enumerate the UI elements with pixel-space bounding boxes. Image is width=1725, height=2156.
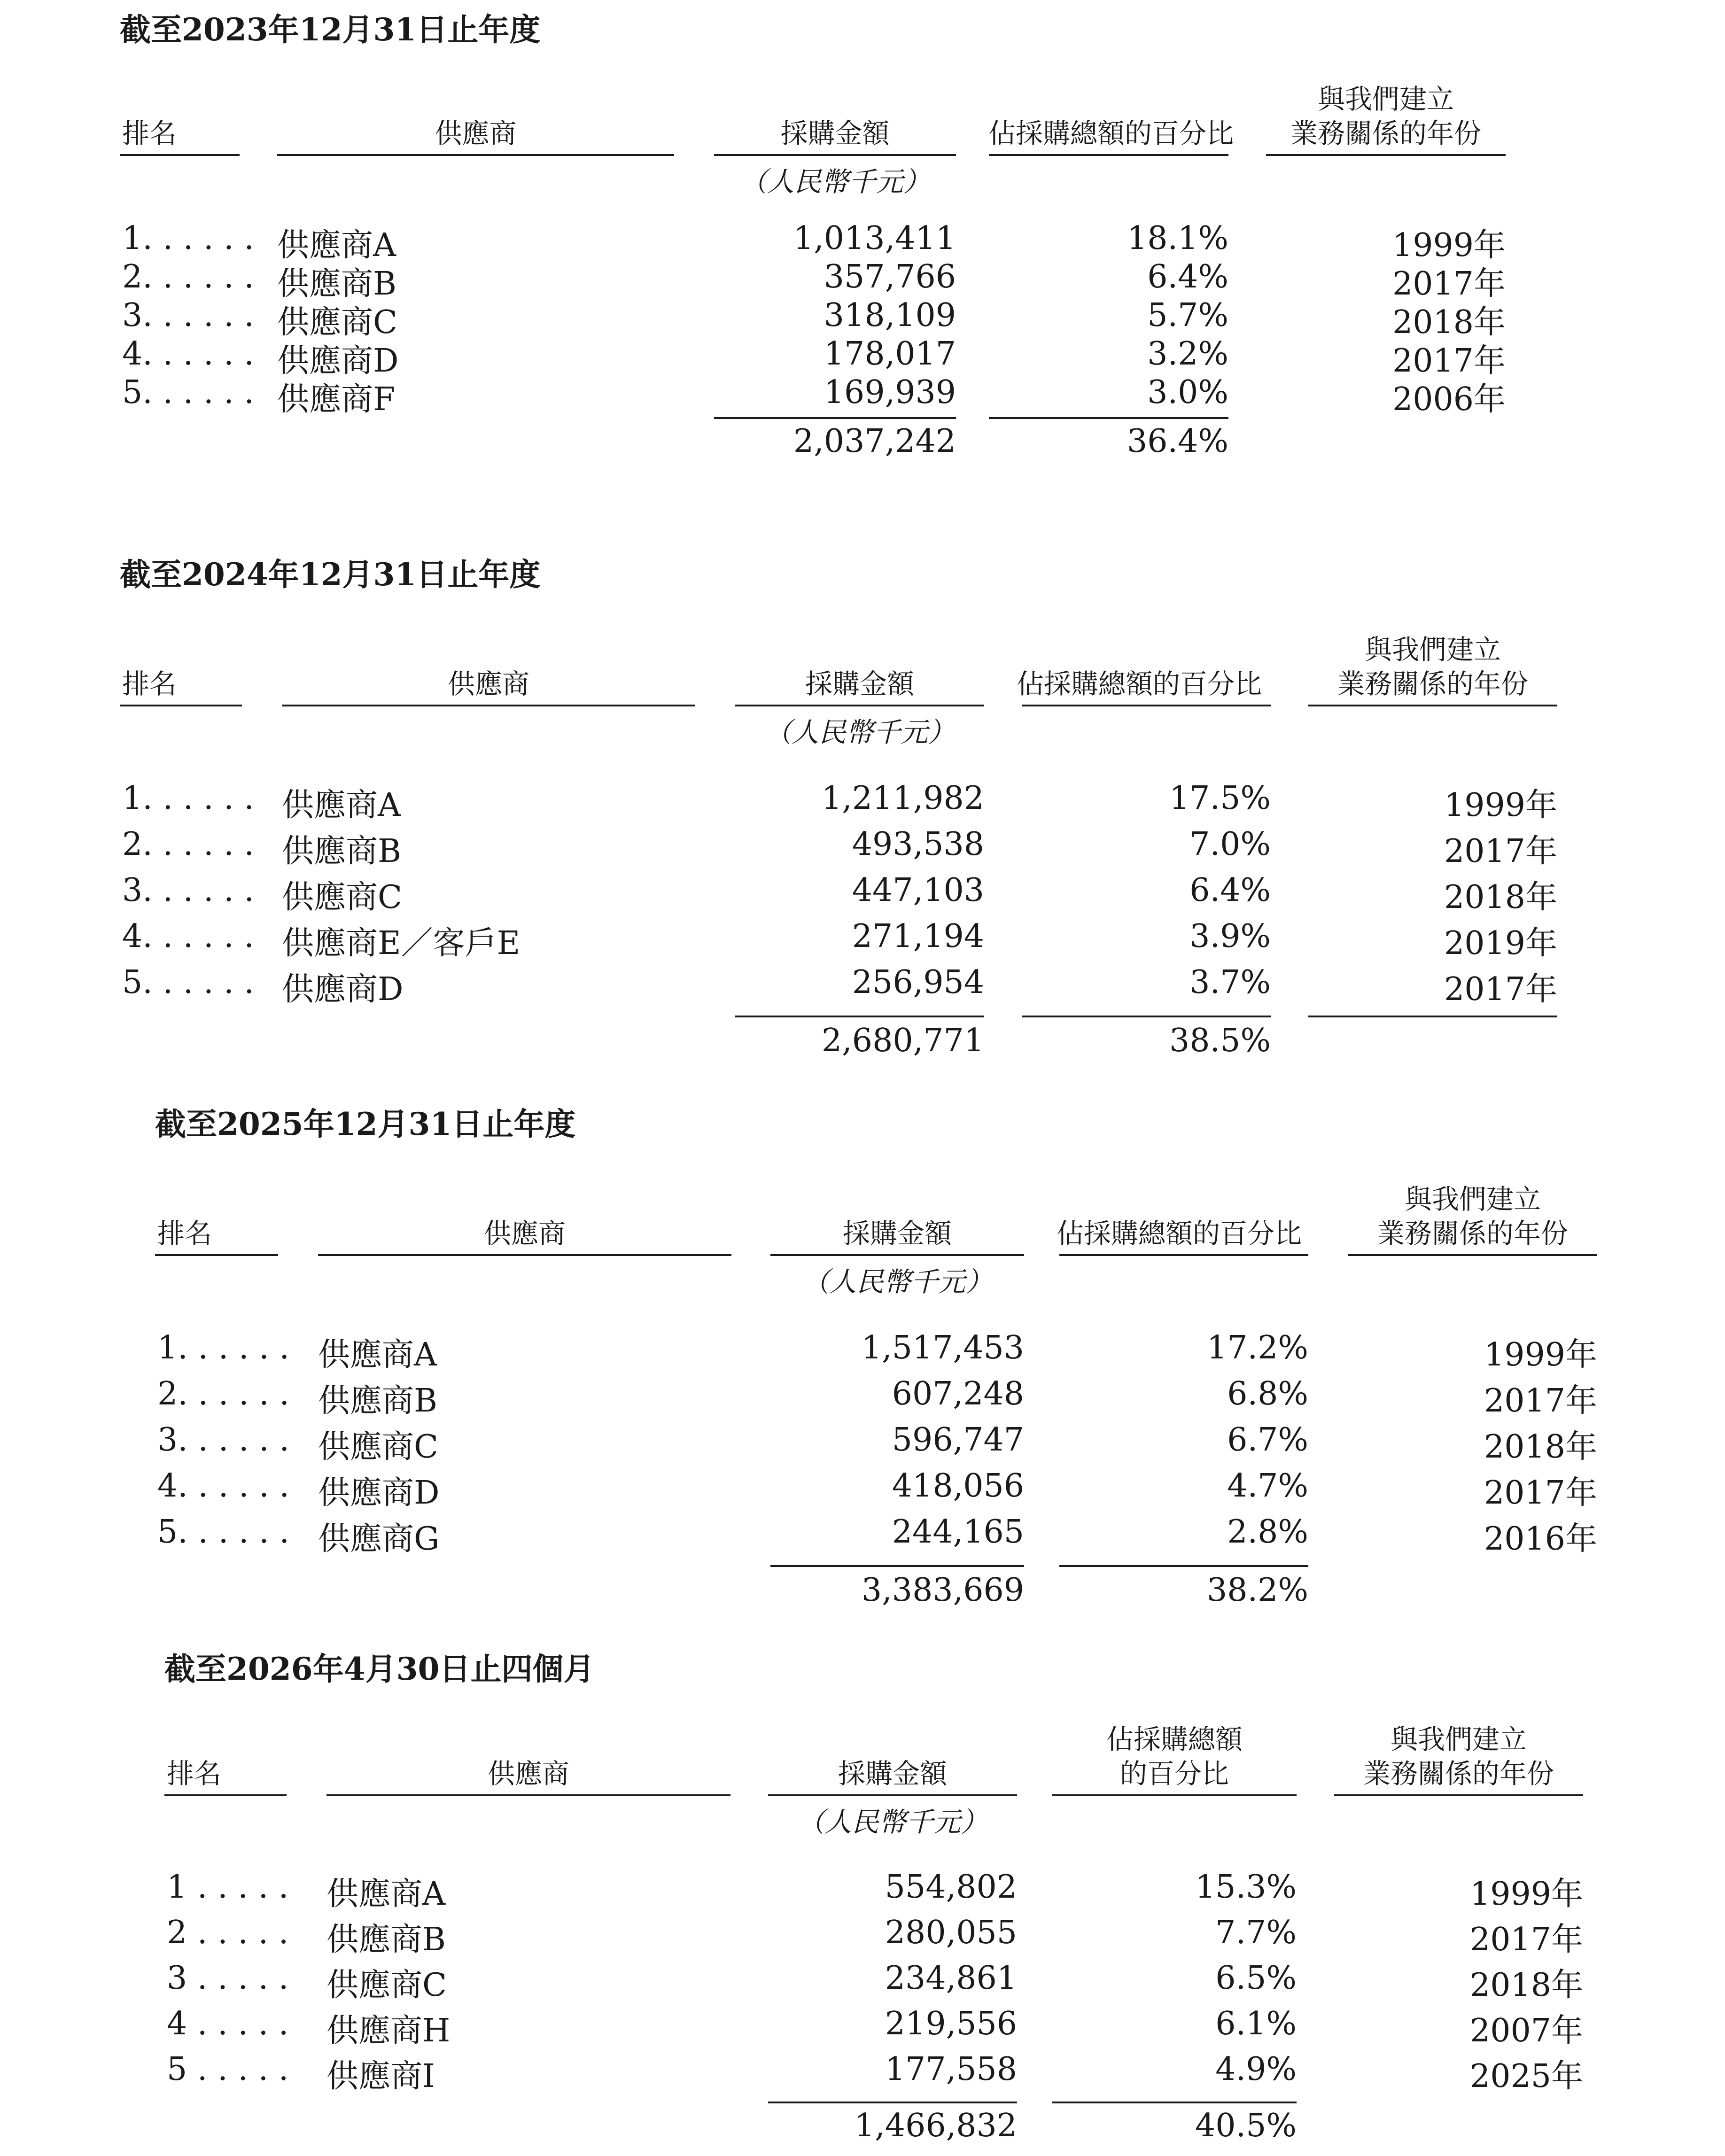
header-unit: （人民幣千元） <box>739 166 931 198</box>
rank-cell: 4. . . . . . <box>122 918 255 955</box>
header-amount: 採購金額 <box>780 117 890 149</box>
header-supplier: 供應商 <box>435 117 517 149</box>
year-cell: 2017年 <box>1484 1382 1597 1419</box>
header-percentage-line1: 佔採購總額 <box>1106 1723 1243 1755</box>
percentage-cell: 4.7% <box>1227 1467 1308 1505</box>
supplier-cell: 供應商I <box>326 2058 435 2095</box>
supplier-cell: 供應商B <box>277 265 396 302</box>
header-underline <box>1348 1254 1597 1256</box>
rank-cell: 1. . . . . . <box>122 780 255 817</box>
supplier-cell: 供應商F <box>277 381 396 418</box>
percentage-cell: 7.0% <box>1189 826 1271 863</box>
amount-cell: 178,017 <box>824 335 956 372</box>
total-percentage: 38.2% <box>1206 1572 1308 1609</box>
percentage-cell: 18.1% <box>1127 220 1228 257</box>
year-cell: 2016年 <box>1484 1520 1597 1558</box>
supplier-cell: 供應商A <box>318 1336 437 1373</box>
year-cell: 2019年 <box>1444 925 1557 962</box>
rank-cell: 2. . . . . . <box>157 1375 290 1412</box>
rank-cell: 5 . . . . . <box>167 2051 289 2088</box>
header-underline <box>120 154 240 156</box>
header-percentage: 佔採購總額的百分比 <box>988 117 1234 149</box>
header-amount: 採購金額 <box>842 1218 952 1249</box>
total-underline <box>735 1016 984 1017</box>
amount-cell: 256,954 <box>852 964 984 1001</box>
header-amount: 採購金額 <box>805 668 914 700</box>
total-percentage: 40.5% <box>1195 2107 1297 2144</box>
header-year-line2: 業務關係的年份 <box>1377 1218 1568 1249</box>
rank-cell: 1. . . . . . <box>157 1329 290 1366</box>
year-cell: 1999年 <box>1484 1336 1597 1373</box>
header-year-line2: 業務關係的年份 <box>1363 1758 1554 1790</box>
year-cell: 2018年 <box>1444 879 1557 916</box>
total-underline <box>1052 2102 1297 2103</box>
header-supplier: 供應商 <box>487 1758 569 1790</box>
percentage-cell: 3.7% <box>1189 964 1271 1001</box>
year-cell: 2017年 <box>1392 342 1506 380</box>
header-rank: 排名 <box>122 117 177 149</box>
header-underline <box>1059 1254 1308 1256</box>
amount-cell: 357,766 <box>824 258 956 295</box>
supplier-cell: 供應商G <box>318 1520 440 1558</box>
total-underline <box>1059 1565 1308 1567</box>
header-underline <box>768 1794 1017 1796</box>
percentage-cell: 6.7% <box>1227 1421 1308 1458</box>
header-year-line2: 業務關係的年份 <box>1337 668 1528 700</box>
header-supplier: 供應商 <box>447 668 529 700</box>
year-cell: 2018年 <box>1484 1428 1597 1466</box>
percentage-cell: 2.8% <box>1227 1513 1308 1551</box>
section-title: 截至2024年12月31日止年度 <box>120 556 541 593</box>
header-underline <box>1052 1794 1297 1796</box>
supplier-cell: 供應商H <box>326 2012 451 2049</box>
section-title: 截至2023年12月31日止年度 <box>120 11 541 48</box>
header-rank: 排名 <box>157 1218 212 1249</box>
header-percentage-line2: 的百分比 <box>1119 1758 1229 1790</box>
total-underline <box>1022 1016 1271 1017</box>
year-cell: 2006年 <box>1392 381 1506 418</box>
amount-cell: 554,802 <box>885 1869 1017 1906</box>
table-section-2025 <box>155 1099 1611 1621</box>
total-amount: 2,037,242 <box>793 423 956 460</box>
amount-cell: 280,055 <box>885 1914 1017 1951</box>
amount-cell: 1,517,453 <box>861 1329 1024 1366</box>
amount-cell: 244,165 <box>892 1513 1024 1551</box>
table-section-2023 <box>120 5 1529 474</box>
header-year-line1: 與我們建立 <box>1317 83 1454 115</box>
supplier-cell: 供應商B <box>318 1382 437 1419</box>
amount-cell: 234,861 <box>885 1960 1017 1997</box>
header-underline <box>1022 705 1271 706</box>
supplier-cell: 供應商D <box>318 1474 440 1512</box>
rank-cell: 4. . . . . . <box>157 1467 290 1505</box>
header-rank: 排名 <box>122 668 177 700</box>
percentage-cell: 17.2% <box>1206 1329 1308 1366</box>
rank-cell: 3 . . . . . <box>167 1960 289 1997</box>
amount-cell: 447,103 <box>852 872 984 909</box>
header-percentage: 佔採購總額的百分比 <box>1016 668 1262 700</box>
percentage-cell: 4.9% <box>1215 2051 1297 2088</box>
amount-cell: 318,109 <box>824 297 956 334</box>
percentage-cell: 6.8% <box>1227 1375 1308 1412</box>
supplier-cell: 供應商C <box>318 1428 439 1466</box>
header-underline <box>1266 154 1506 156</box>
year-cell: 1999年 <box>1469 1876 1583 1913</box>
supplier-cell: 供應商C <box>326 1967 447 2004</box>
total-underline <box>770 1565 1024 1567</box>
year-cell: 2018年 <box>1392 304 1506 341</box>
header-unit: （人民幣千元） <box>801 1266 993 1298</box>
rank-cell: 2. . . . . . <box>122 258 255 295</box>
year-cell: 2025年 <box>1469 2058 1583 2095</box>
supplier-cell: 供應商D <box>282 971 404 1008</box>
header-underline <box>735 705 984 706</box>
header-percentage: 佔採購總額的百分比 <box>1056 1218 1302 1249</box>
header-underline <box>1308 705 1557 706</box>
total-underline <box>768 2102 1017 2103</box>
rank-cell: 5. . . . . . <box>122 964 255 1001</box>
total-underline <box>1308 1016 1557 1017</box>
total-amount: 1,466,832 <box>854 2107 1017 2144</box>
supplier-cell: 供應商A <box>326 1876 446 1913</box>
supplier-cell: 供應商B <box>326 1921 446 1958</box>
header-underline <box>326 1794 730 1796</box>
amount-cell: 271,194 <box>852 918 984 955</box>
header-year-line2: 業務關係的年份 <box>1290 117 1481 149</box>
header-supplier: 供應商 <box>483 1218 566 1249</box>
rank-cell: 5. . . . . . <box>122 374 255 411</box>
header-year-line1: 與我們建立 <box>1364 634 1501 666</box>
amount-cell: 418,056 <box>892 1467 1024 1505</box>
total-amount: 3,383,669 <box>861 1572 1024 1609</box>
supplier-cell: 供應商D <box>277 342 399 380</box>
section-title: 截至2025年12月31日止年度 <box>155 1106 576 1142</box>
header-underline <box>155 1254 278 1256</box>
percentage-cell: 3.9% <box>1189 918 1271 955</box>
supplier-cell: 供應商A <box>282 787 401 824</box>
percentage-cell: 15.3% <box>1195 1869 1297 1906</box>
total-underline <box>714 417 956 419</box>
header-year-line1: 與我們建立 <box>1404 1183 1541 1215</box>
rank-cell: 4 . . . . . <box>167 2005 289 2042</box>
header-underline <box>164 1794 287 1796</box>
total-percentage: 36.4% <box>1127 423 1228 460</box>
table-section-2026 <box>164 1644 1621 2151</box>
percentage-cell: 3.2% <box>1147 335 1228 372</box>
year-cell: 2017年 <box>1484 1474 1597 1512</box>
amount-cell: 169,939 <box>824 374 956 411</box>
header-underline <box>770 1254 1024 1256</box>
header-unit: （人民幣千元） <box>764 716 955 748</box>
supplier-cell: 供應商E／客戶E <box>282 925 521 962</box>
supplier-cell: 供應商A <box>277 227 396 264</box>
year-cell: 2017年 <box>1392 265 1506 302</box>
percentage-cell: 6.4% <box>1147 258 1228 295</box>
rank-cell: 3. . . . . . <box>157 1421 290 1458</box>
rank-cell: 5. . . . . . <box>157 1513 290 1551</box>
year-cell: 2017年 <box>1469 1921 1583 1958</box>
percentage-cell: 6.5% <box>1215 1960 1297 1997</box>
header-underline <box>277 154 674 156</box>
header-underline <box>714 154 956 156</box>
amount-cell: 1,211,982 <box>821 780 984 817</box>
year-cell: 2017年 <box>1444 833 1557 870</box>
year-cell: 2018年 <box>1469 1967 1583 2004</box>
rank-cell: 3. . . . . . <box>122 872 255 909</box>
amount-cell: 177,558 <box>885 2051 1017 2088</box>
amount-cell: 607,248 <box>892 1375 1024 1412</box>
header-underline <box>989 154 1228 156</box>
percentage-cell: 6.4% <box>1189 872 1271 909</box>
percentage-cell: 17.5% <box>1169 780 1271 817</box>
rank-cell: 1 . . . . . <box>167 1869 289 1906</box>
total-underline <box>989 417 1228 419</box>
year-cell: 1999年 <box>1392 227 1506 264</box>
amount-cell: 219,556 <box>885 2005 1017 2042</box>
table-section-2024 <box>120 550 1576 1071</box>
header-underline <box>318 1254 731 1256</box>
rank-cell: 4. . . . . . <box>122 335 255 372</box>
amount-cell: 596,747 <box>892 1421 1024 1458</box>
header-amount: 採購金額 <box>838 1758 947 1790</box>
rank-cell: 2. . . . . . <box>122 826 255 863</box>
header-underline <box>1334 1794 1583 1796</box>
amount-cell: 493,538 <box>852 826 984 863</box>
rank-cell: 1. . . . . . <box>122 220 255 257</box>
year-cell: 2007年 <box>1469 2012 1583 2049</box>
year-cell: 2017年 <box>1444 971 1557 1008</box>
total-amount: 2,680,771 <box>821 1022 984 1059</box>
header-rank: 排名 <box>167 1758 222 1790</box>
rank-cell: 2 . . . . . <box>167 1914 289 1951</box>
section-title: 截至2026年4月30日止四個月 <box>164 1651 595 1687</box>
amount-cell: 1,013,411 <box>793 220 956 257</box>
percentage-cell: 7.7% <box>1215 1914 1297 1951</box>
percentage-cell: 5.7% <box>1147 297 1228 334</box>
rank-cell: 3. . . . . . <box>122 297 255 334</box>
percentage-cell: 3.0% <box>1147 374 1228 411</box>
year-cell: 1999年 <box>1444 787 1557 824</box>
percentage-cell: 6.1% <box>1215 2005 1297 2042</box>
header-underline <box>282 705 695 706</box>
supplier-cell: 供應商C <box>282 879 403 916</box>
header-underline <box>120 705 242 706</box>
header-unit: （人民幣千元） <box>797 1806 988 1838</box>
supplier-cell: 供應商B <box>282 833 401 870</box>
supplier-cell: 供應商C <box>277 304 398 341</box>
header-year-line1: 與我們建立 <box>1390 1723 1527 1755</box>
total-percentage: 38.5% <box>1169 1022 1271 1059</box>
